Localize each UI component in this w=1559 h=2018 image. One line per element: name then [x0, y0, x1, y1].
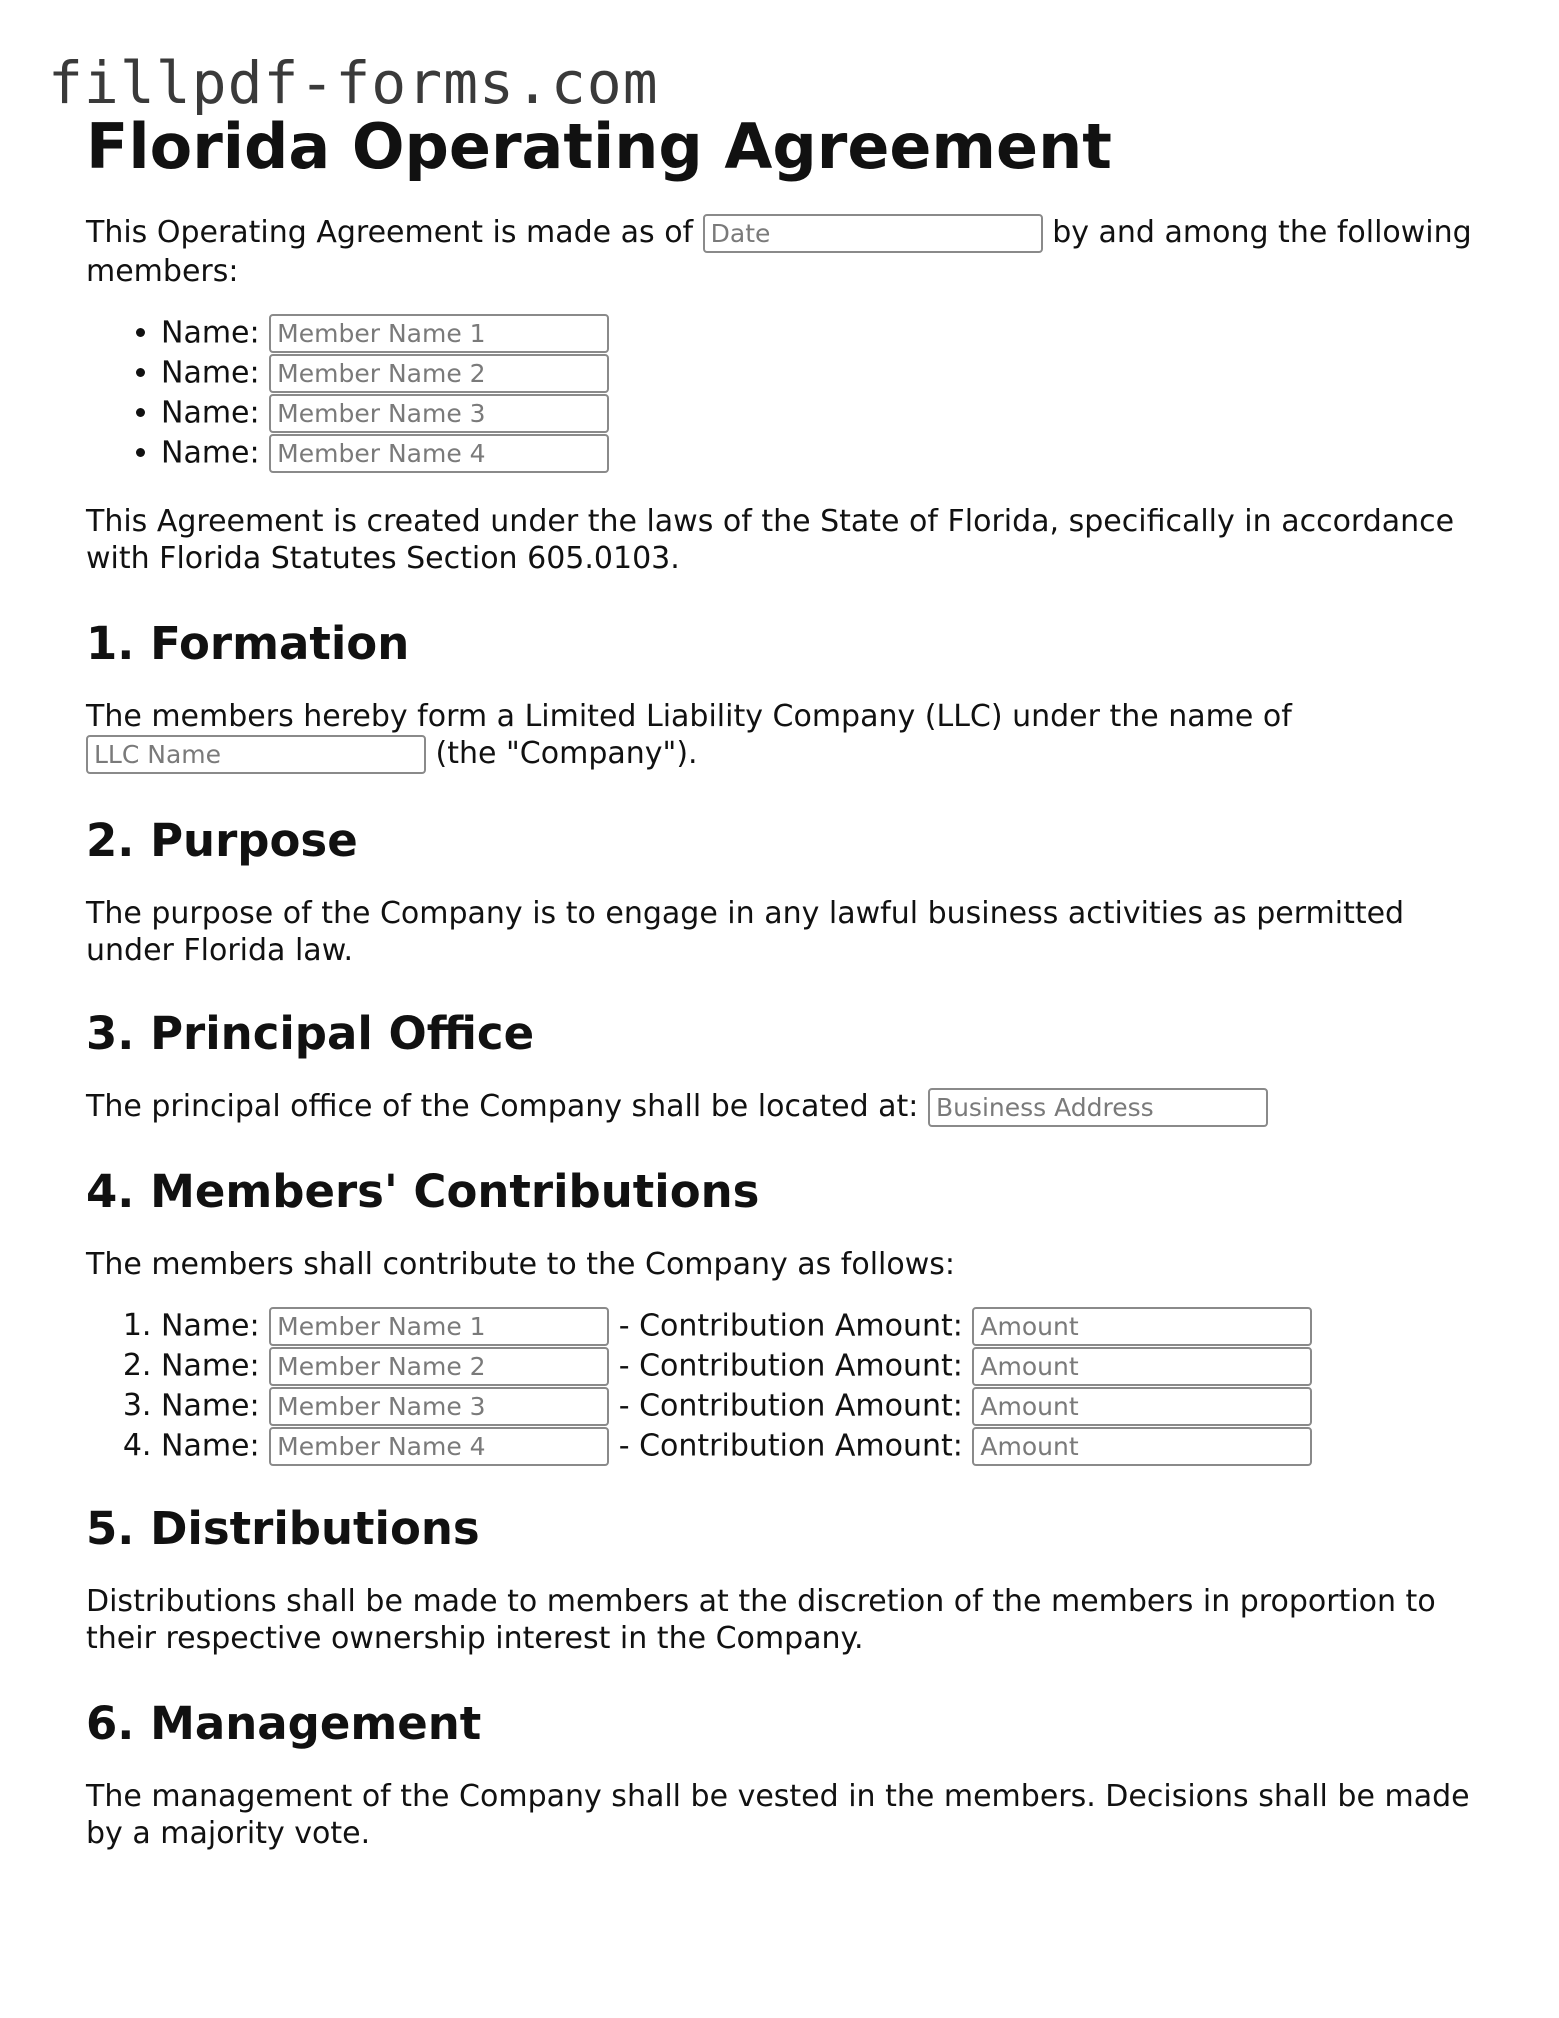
- date-field[interactable]: [703, 214, 1043, 253]
- section-heading-principal-office: 3. Principal Office: [86, 1007, 535, 1060]
- contributions-paragraph: The members shall contribute to the Company as follows:: [86, 1247, 956, 1282]
- contributions-list: [86, 1306, 1486, 1466]
- member-name-label: Name:: [161, 1388, 260, 1424]
- member-name-label: Name:: [161, 1428, 260, 1464]
- formation-paragraph: [86, 698, 1486, 774]
- distributions-paragraph: Distributions shall be made to members at the discretion of the members in proportion to their respective ownership interest in the Company.: [86, 1584, 1436, 1656]
- intro-paragraph: [86, 214, 1486, 290]
- member-name-field-3[interactable]: [269, 394, 609, 433]
- office-paragraph: [86, 1088, 1486, 1127]
- section-heading-formation: 1. Formation: [86, 617, 410, 670]
- section-heading-contributions: 4. Members' Contributions: [86, 1165, 760, 1218]
- list-item: [161, 1306, 1486, 1346]
- contribution-member-name-field-4[interactable]: [269, 1427, 609, 1466]
- contribution-amount-field-2[interactable]: [972, 1347, 1312, 1386]
- management-paragraph: The management of the Company shall be vested in the members. Decisions shall be made by a majority vote.: [86, 1779, 1470, 1851]
- list-item: [161, 313, 1486, 353]
- list-item: [161, 433, 1486, 473]
- member-name-label: Name:: [161, 395, 260, 431]
- member-name-label: Name:: [161, 355, 260, 391]
- list-item: [161, 1426, 1486, 1466]
- formation-text-before: The members hereby form a Limited Liability Company (LLC) under the name of: [86, 699, 1292, 734]
- purpose-paragraph: The purpose of the Company is to engage in any lawful business activities as permitted under Florida law.: [86, 896, 1405, 968]
- member-name-label: Name:: [161, 1308, 260, 1344]
- document-title: Florida Operating Agreement: [86, 110, 1112, 183]
- member-name-field-1[interactable]: [269, 314, 609, 353]
- contribution-amount-label: - Contribution Amount:: [609, 1308, 973, 1344]
- contribution-amount-label: - Contribution Amount:: [609, 1348, 973, 1384]
- members-list: [86, 313, 1486, 473]
- member-name-label: Name:: [161, 1348, 260, 1384]
- contribution-member-name-field-2[interactable]: [269, 1347, 609, 1386]
- list-item: [161, 353, 1486, 393]
- contribution-amount-field-4[interactable]: [972, 1427, 1312, 1466]
- contribution-amount-field-3[interactable]: [972, 1387, 1312, 1426]
- contribution-amount-label: - Contribution Amount:: [609, 1388, 973, 1424]
- section-heading-purpose: 2. Purpose: [86, 814, 358, 867]
- contribution-member-name-field-1[interactable]: [269, 1307, 609, 1346]
- member-name-label: Name:: [161, 315, 260, 351]
- contribution-amount-label: - Contribution Amount:: [609, 1428, 973, 1464]
- agreement-document: [86, 108, 1486, 1852]
- section-heading-distributions: 5. Distributions: [86, 1502, 480, 1555]
- intro-text-before: This Operating Agreement is made as of: [86, 215, 703, 250]
- intro-text-after: by and among the following members:: [86, 215, 1472, 289]
- formation-text-after: (the "Company").: [426, 736, 698, 771]
- list-item: [161, 1386, 1486, 1426]
- business-address-field[interactable]: [928, 1088, 1268, 1127]
- section-heading-management: 6. Management: [86, 1697, 482, 1750]
- contribution-amount-field-1[interactable]: [972, 1307, 1312, 1346]
- contribution-member-name-field-3[interactable]: [269, 1387, 609, 1426]
- member-name-field-4[interactable]: [269, 434, 609, 473]
- member-name-label: Name:: [161, 435, 260, 471]
- list-item: [161, 393, 1486, 433]
- watermark: fillpdf-forms.com: [48, 49, 659, 117]
- list-item: [161, 1346, 1486, 1386]
- member-name-field-2[interactable]: [269, 354, 609, 393]
- llc-name-field[interactable]: [86, 735, 426, 774]
- office-text: The principal office of the Company shall be located at:: [86, 1089, 928, 1124]
- laws-paragraph: This Agreement is created under the laws of the State of Florida, specifically in accordance with Florida Statutes Section 605.0103.: [86, 504, 1455, 576]
